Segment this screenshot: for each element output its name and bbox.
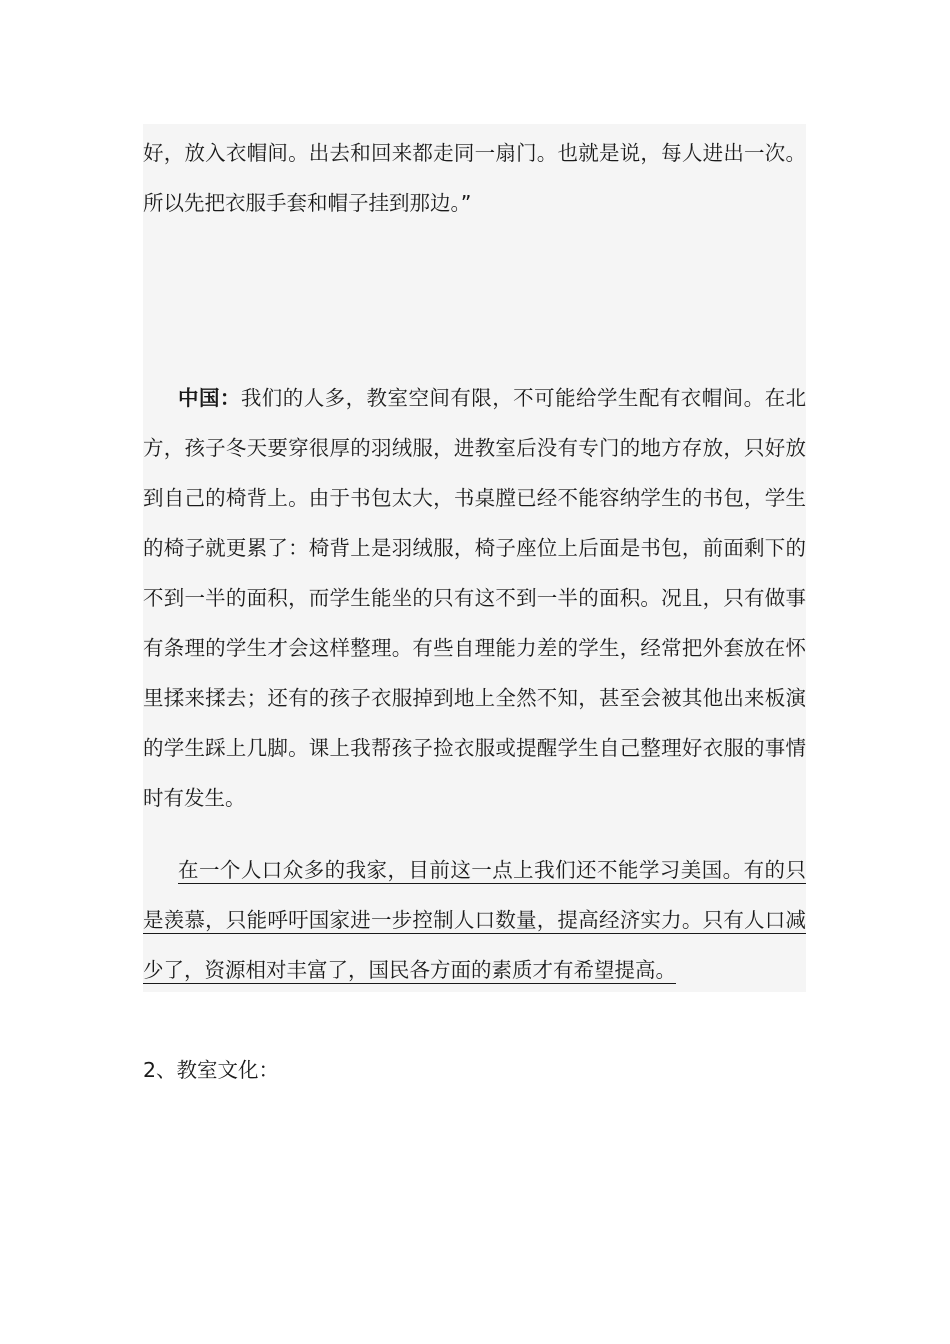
paragraph-china bbox=[143, 373, 806, 823]
paragraph-conclusion bbox=[143, 845, 806, 995]
paragraph-cloakroom: 好，放入衣帽间。出去和回来都走同一扇门。也就是说，每人进出一次。所以先把衣服手套和帽子挂到那边。” bbox=[143, 141, 806, 215]
document-text-block bbox=[143, 124, 807, 1082]
china-label: 中国： bbox=[178, 386, 241, 410]
conclusion-underlined-text: 在一个人口众多的我家，目前这一点上我们还不能学习美国。有的只是羡慕，只能呼吁国家进一步控制人口数量，提高经济实力。只有人口减少了，资源相对丰富了，国民各方面的素质才有希望提高。 bbox=[143, 858, 806, 982]
section-heading-classroom-culture: 2、教室文化： bbox=[143, 1058, 280, 1082]
china-text: 我们的人多，教室空间有限，不可能给学生配有衣帽间。在北方，孩子冬天要穿很厚的羽绒服，进教室后没有专门的地方存放，只好放到自己的椅背上。由于书包太大，书桌膛已经不能容纳学生的书包，学生的椅子就更累了：椅背上是羽绒服，椅子座位上后面是书包，前面剩下的不到一半的面积，而学生能坐的只有这不到一半的面积。况且，只有做事有条理的学生才会这样整理。有些自理能力差的学生，经常把外套放在怀里揉来揉去；还有的孩子衣服掉到地上全然不知，甚至会被其他出来板演的学生踩上几脚。课上我帮孩子捡衣服或提醒学生自己整理好衣服的事情时有发生。 bbox=[143, 386, 807, 810]
